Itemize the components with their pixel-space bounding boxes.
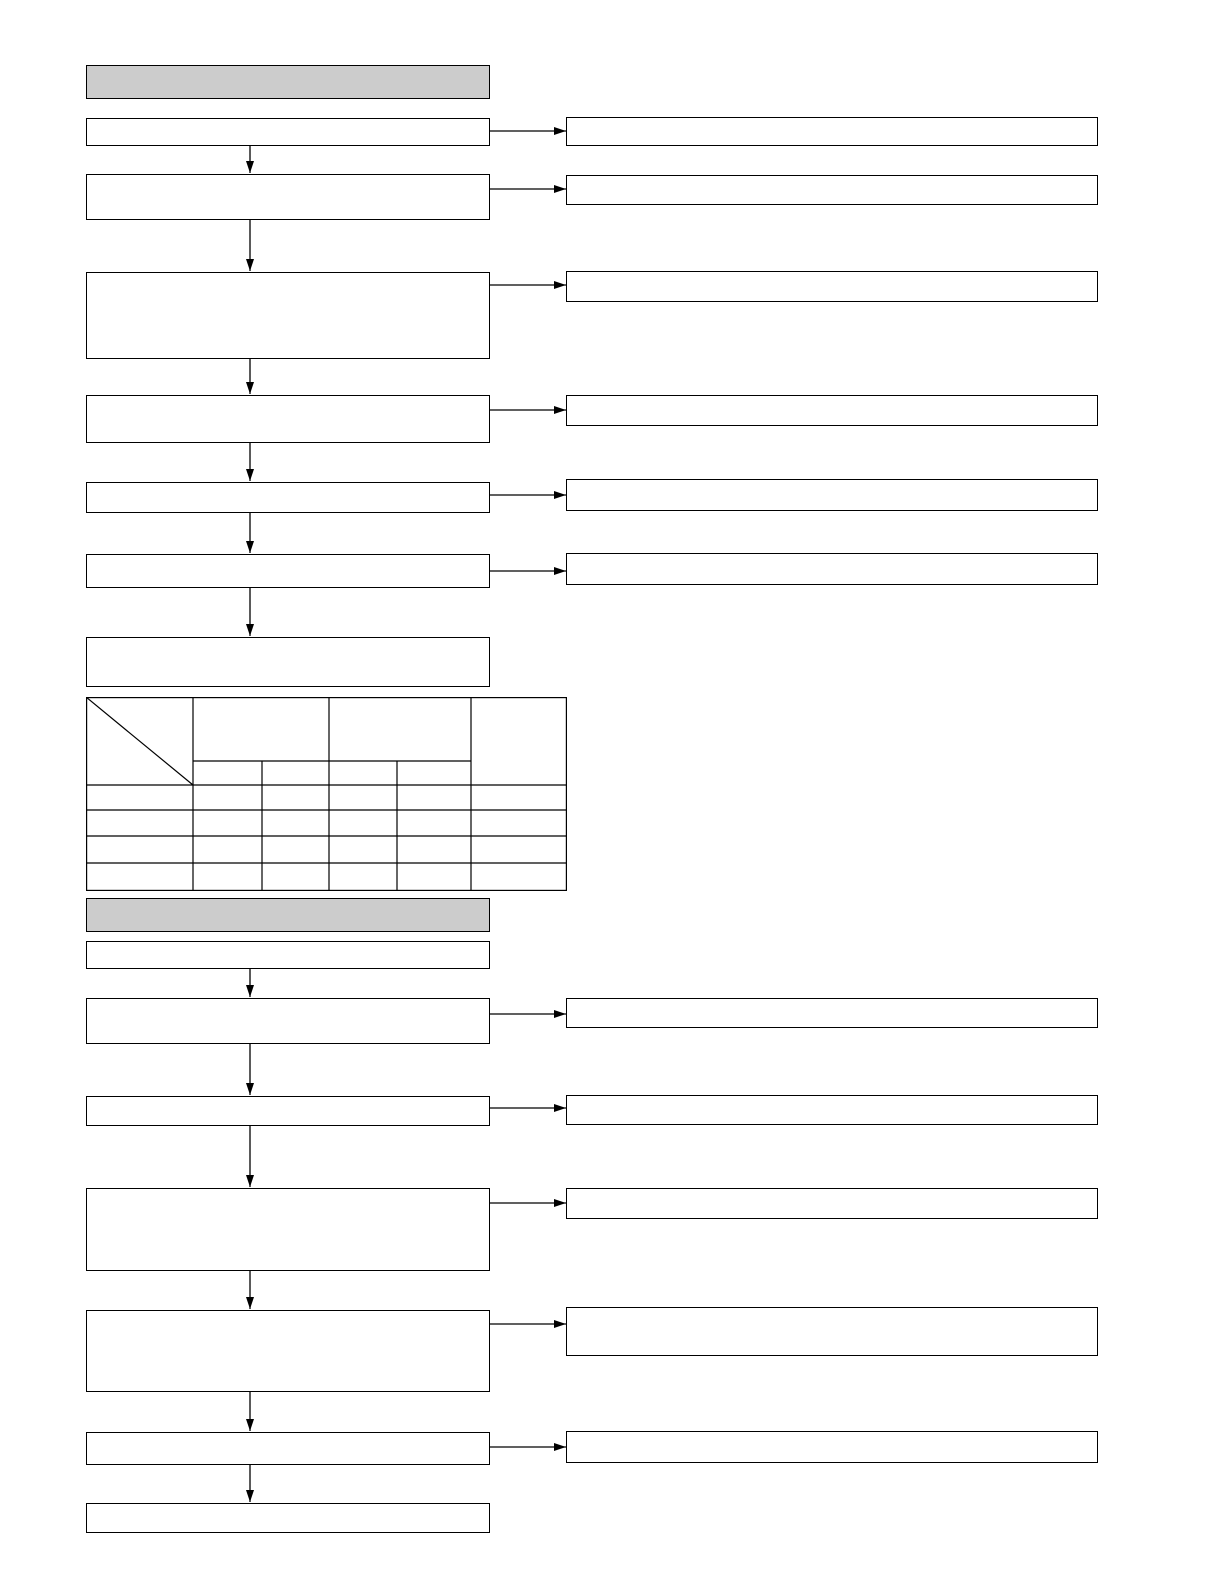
table-cell	[86, 863, 193, 891]
table-group-header	[471, 697, 567, 785]
table-cell	[471, 785, 567, 810]
section-2-step-3	[86, 1096, 490, 1126]
section-2-step-4	[86, 1188, 490, 1271]
section-2-header	[86, 898, 490, 932]
spec-table	[86, 697, 567, 891]
section-1-result-6	[566, 553, 1098, 585]
table-cell	[86, 836, 193, 863]
section-2-result-5	[566, 1431, 1098, 1463]
section-2-result-2	[566, 1095, 1098, 1125]
section-1-step-3	[86, 272, 490, 359]
table-sub-header	[397, 761, 471, 785]
table-group-header	[329, 697, 471, 761]
section-2-result-4	[566, 1307, 1098, 1356]
section-1-result-1	[566, 117, 1098, 146]
table-cell	[397, 863, 471, 891]
table-cell	[471, 810, 567, 836]
table-cell	[329, 863, 397, 891]
section-2-result-3	[566, 1188, 1098, 1219]
table-cell	[193, 863, 262, 891]
table-cell	[262, 785, 329, 810]
section-1-step-7	[86, 637, 490, 687]
table-cell	[262, 863, 329, 891]
table-cell	[471, 836, 567, 863]
table-cell	[329, 810, 397, 836]
table-cell	[193, 836, 262, 863]
table-cell	[397, 785, 471, 810]
section-1-result-3	[566, 271, 1098, 302]
table-sub-header	[193, 761, 262, 785]
table-cell	[397, 810, 471, 836]
table-cell	[471, 863, 567, 891]
section-1-result-5	[566, 479, 1098, 511]
table-cell	[193, 810, 262, 836]
table-corner-top-label	[140, 701, 190, 731]
table-cell	[329, 785, 397, 810]
table-cell	[86, 785, 193, 810]
section-2-step-2	[86, 998, 490, 1044]
section-1-step-2	[86, 174, 490, 220]
section-2-step-6	[86, 1432, 490, 1465]
section-2-result-1	[566, 998, 1098, 1028]
section-1-step-1	[86, 118, 490, 146]
table-sub-header	[262, 761, 329, 785]
section-2-step-1	[86, 941, 490, 969]
section-1-step-4	[86, 395, 490, 443]
section-1-result-4	[566, 395, 1098, 426]
section-1-step-6	[86, 554, 490, 588]
table-group-header	[193, 697, 329, 761]
table-sub-header	[329, 761, 397, 785]
section-1-step-5	[86, 482, 490, 513]
table-cell	[397, 836, 471, 863]
section-1-header	[86, 65, 490, 99]
section-2-step-5	[86, 1310, 490, 1392]
table-cell	[329, 836, 397, 863]
table-cell	[86, 810, 193, 836]
table-cell	[193, 785, 262, 810]
table-cell	[262, 810, 329, 836]
section-1-result-2	[566, 175, 1098, 205]
section-2-step-7	[86, 1503, 490, 1533]
table-corner-bottom-label	[90, 751, 140, 781]
table-cell	[262, 836, 329, 863]
